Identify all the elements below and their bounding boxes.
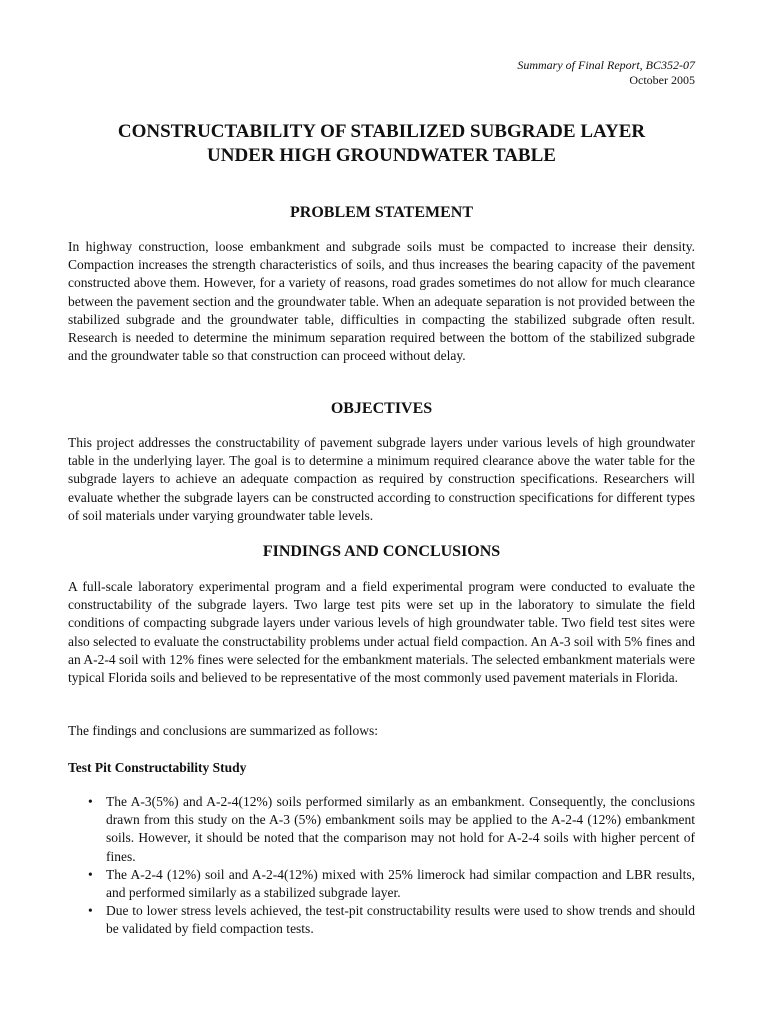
list-item [68, 866, 695, 902]
list-item [68, 793, 695, 866]
problem-statement-text: In highway construction, loose embankment and subgrade soils must be compacted to increase their density. Compaction increases the strength characteristics of soils, and thus increases the bearing capacity of the pavement constructed above them. However, for a variety of reasons, road grades sometimes do not allow for much clearance between the pavement section and the groundwater table. When an adequate separation is not provided between the stabilized subgrade and the groundwater table, difficulties in compacting the stabilized subgrade often result. Research is needed to determine the minimum separation required between the bottom of the stabilized subgrade and the groundwater table so that construction can proceed without delay. [68, 239, 695, 364]
list-item-text: The A-2-4 (12%) soil and A-2-4(12%) mixed with 25% limerock had similar compaction and LBR results, and performed similarly as a stabilized subgrade layer. [106, 866, 695, 901]
list-item-text: The A-3(5%) and A-2-4(12%) soils performed similarly as an embankment. Consequently, the conclusions drawn from this study on the A-3 (5%) embankment soils may be applied to the A-2-4 (12%) embankment soils. However, it should be noted that the comparison may not hold for A-2-4 soils with higher percent of fines. [106, 794, 695, 864]
objectives-text: This project addresses the constructability of pavement subgrade layers under various levels of high groundwater table in the underlying layer. The goal is to determine a minimum required clearance above the water table for the subgrade layers to achieve an adequate compaction as required by construction specifications. Researchers will evaluate whether the subgrade layers can be constructed according to construction specifications for different types of soil materials under varying groundwater table levels. [68, 435, 695, 523]
list-item-text: Due to lower stress levels achieved, the test-pit constructability results were used to show trends and should be validated by field compaction tests. [106, 903, 695, 937]
test-pit-subheading: Test Pit Constructability Study [68, 760, 247, 775]
bullet-icon: • [88, 794, 93, 809]
findings-text: A full-scale laboratory experimental program and a field experimental program were conducted to evaluate the constructability of the subgrade layers. Two large test pits were set up in the laboratory to simulate the field conditions of compacting subgrade layers under various levels of high groundwater table. Two field test sites were also selected to evaluate the constructability problems under actual field compaction. An A-3 soil with 5% fines and an A-2-4 soil with 12% fines were selected for the embankment materials. The selected embankment materials were typical Florida soils and believed to be representative of the most commonly used pavement materials in Florida. [68, 579, 695, 686]
findings-bullet-list [68, 793, 695, 939]
report-header [517, 58, 695, 88]
problem-statement-heading: PROBLEM STATEMENT [290, 204, 473, 221]
report-reference: Summary of Final Report, BC352-07 [517, 58, 695, 72]
bullet-icon: • [88, 903, 93, 919]
document-title [68, 120, 695, 168]
objectives-heading: OBJECTIVES [330, 400, 433, 417]
list-item [68, 902, 695, 938]
bullet-icon: • [88, 866, 93, 882]
findings-summary-intro: The findings and conclusions are summarized as follows: [68, 723, 379, 738]
report-date: October 2005 [629, 73, 695, 87]
title-line-1: CONSTRUCTABILITY OF STABILIZED SUBGRADE LAYER [117, 121, 646, 142]
title-line-2: UNDER HIGH GROUNDWATER TABLE [207, 145, 556, 166]
findings-heading: FINDINGS AND CONCLUSIONS [262, 543, 501, 560]
